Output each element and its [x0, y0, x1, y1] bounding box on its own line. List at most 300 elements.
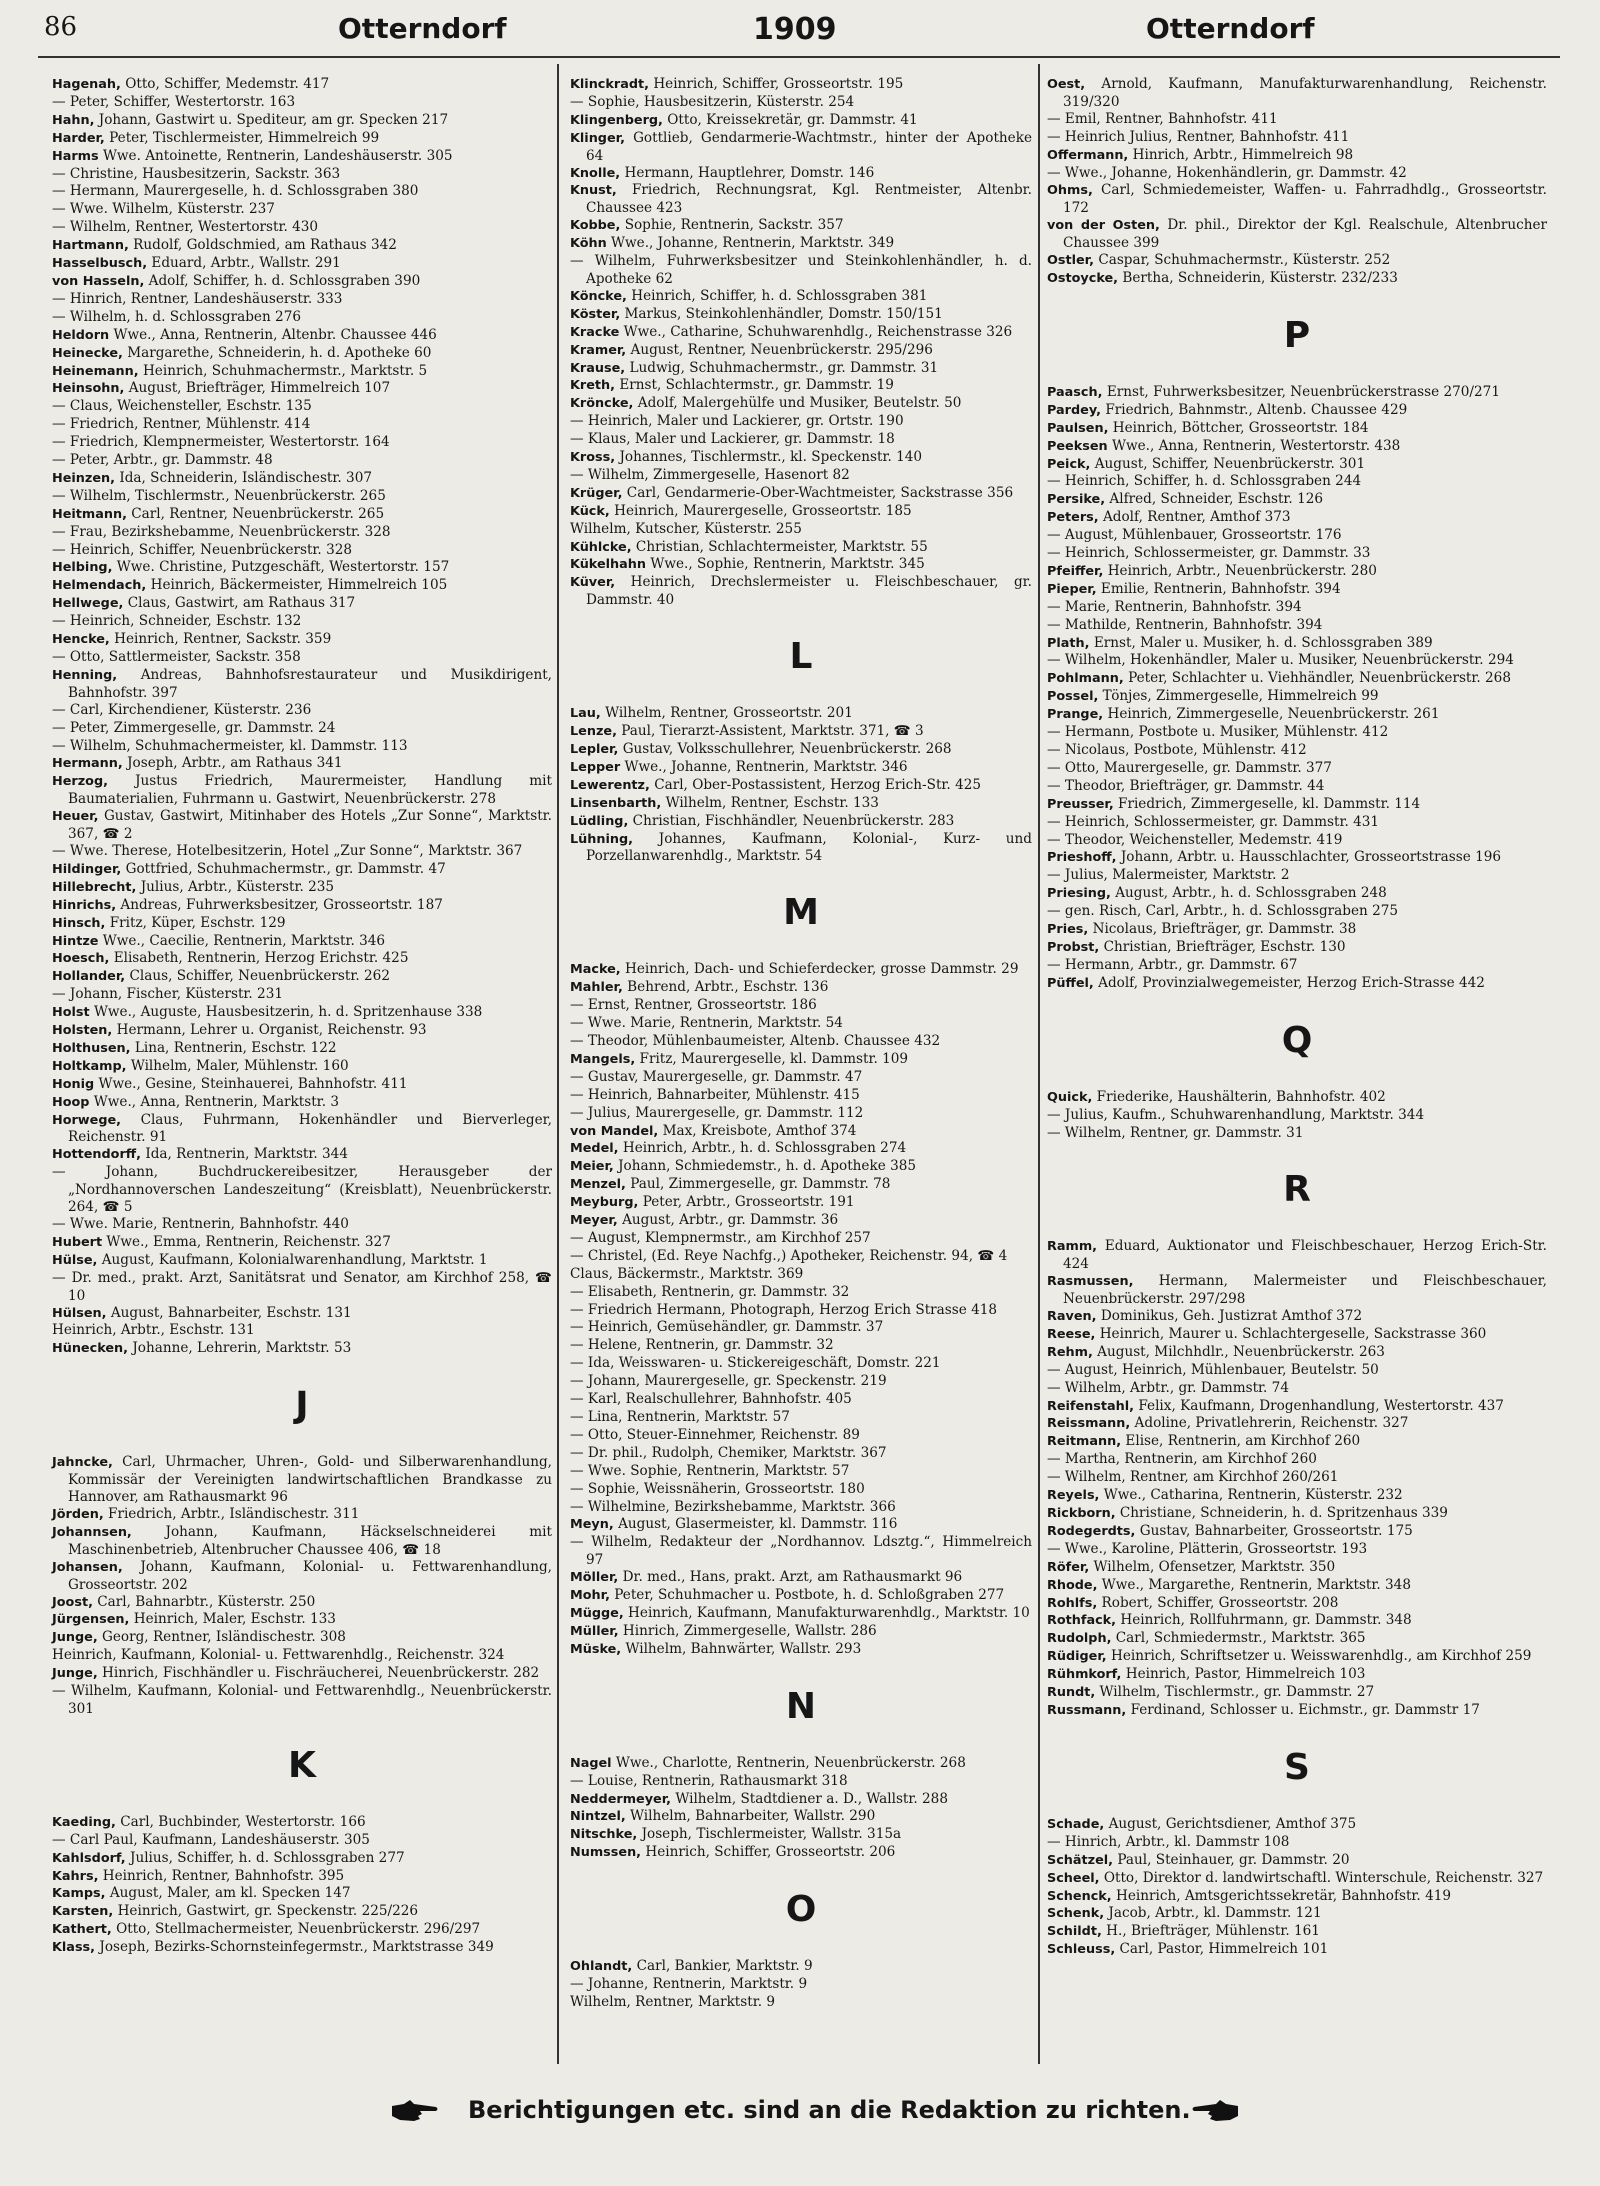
- directory-entry: [570, 1569, 1032, 1587]
- column-divider: [1038, 64, 1040, 2064]
- directory-entry: [52, 542, 552, 560]
- entry-details: — Friedrich, Rentner, Mühlenstr. 414: [52, 416, 311, 433]
- entry-surname: Jürgensen,: [52, 1612, 130, 1628]
- entry-surname: Krause,: [570, 360, 626, 376]
- entry-details: Heinrich, Rollfuhrmann, gr. Dammstr. 348: [1120, 1612, 1412, 1629]
- entry-details: Wwe., Anna, Rentnerin, Marktstr. 3: [93, 1093, 339, 1110]
- directory-entry: [52, 861, 552, 879]
- directory-entry: [570, 1587, 1032, 1605]
- directory-entry: [1047, 688, 1547, 706]
- directory-entry: [52, 1454, 552, 1506]
- directory-entry: [1047, 1684, 1547, 1702]
- entry-details: — Wilhelm, Rentner, am Kirchhof 260/261: [1047, 1469, 1339, 1486]
- directory-entry: [570, 1808, 1032, 1826]
- directory-entry: [570, 306, 1032, 324]
- directory-entry: [1047, 384, 1547, 402]
- directory-entry: [52, 1903, 552, 1921]
- entry-details: Heinrich, Maler, Eschstr. 133: [133, 1611, 336, 1628]
- entry-surname: Honig: [52, 1076, 95, 1092]
- entry-details: Heinrich, Schriftsetzer u. Weisswarenhdlg., am Kirchhof 259: [1110, 1648, 1532, 1665]
- entry-details: — Heinrich, Schlossermeister, gr. Dammstr. 33: [1047, 545, 1371, 562]
- directory-entry: [52, 702, 552, 720]
- directory-entry: [1047, 1870, 1547, 1888]
- directory-entry: [570, 288, 1032, 306]
- entry-details: Heinrich, Arbtr., Neuenbrückerstr. 280: [1107, 562, 1377, 579]
- directory-entry: [570, 360, 1032, 378]
- entry-details: Claus, Schiffer, Neuenbrückerstr. 262: [129, 968, 390, 985]
- entry-surname: Kobbe,: [570, 218, 621, 234]
- entry-details: — Hermann, Maurergeselle, h. d. Schlossgraben 380: [52, 183, 419, 200]
- entry-details: Carl, Gendarmerie-Ober-Wachtmeister, Sackstrasse 356: [626, 484, 1014, 501]
- directory-entry: [52, 1629, 552, 1647]
- entry-surname: Holtkamp,: [52, 1058, 127, 1074]
- entry-details: Wwe., Catharina, Rentnerin, Küsterstr. 232: [1103, 1487, 1403, 1504]
- entry-details: Heinrich, Schiffer, h. d. Schlossgraben 381: [631, 287, 928, 304]
- entry-surname: Pfeiffer,: [1047, 563, 1104, 579]
- entry-details: — Wilhelm, Zimmergeselle, Hasenort 82: [570, 466, 850, 483]
- entry-details: Wwe., Caecilie, Rentnerin, Marktstr. 346: [102, 932, 386, 949]
- entry-surname: Kükelhahn: [570, 557, 647, 573]
- directory-entry: [570, 1791, 1032, 1809]
- entry-details: Carl, Schmiedemeister, Waffen- u. Fahrradhdlg., Grosseortstr. 172: [1063, 182, 1547, 217]
- entry-details: — Theodor, Briefträger, gr. Dammstr. 44: [1047, 777, 1325, 794]
- entry-surname: Kathert,: [52, 1922, 112, 1938]
- entry-surname: Möller,: [570, 1570, 619, 1586]
- entry-surname: Numssen,: [570, 1845, 642, 1861]
- directory-entry: [52, 506, 552, 524]
- entry-surname: Kahrs,: [52, 1868, 99, 1884]
- entry-details: — August, Mühlenbauer, Grosseortstr. 176: [1047, 527, 1342, 544]
- directory-entry: [52, 1340, 552, 1358]
- entry-details: Wwe., Johanne, Rentnerin, Marktstr. 349: [611, 235, 895, 252]
- entry-details: Carl, Rentner, Neuenbrückerstr. 265: [131, 505, 385, 522]
- entry-details: Heinrich, Arbtr., h. d. Schlossgraben 274: [622, 1140, 907, 1157]
- entry-details: Adolf, Provinzialwegemeister, Herzog Erich-Strasse 442: [1098, 974, 1485, 991]
- directory-entry: [570, 1463, 1032, 1481]
- entry-details: Dr. phil., Direktor der Kgl. Realschule, Altenbrucher Chaussee 399: [1063, 217, 1547, 252]
- directory-entry: [570, 76, 1032, 94]
- entry-details: — Hinrich, Arbtr., kl. Dammstr 108: [1047, 1833, 1290, 1850]
- section-letter: L: [789, 636, 813, 678]
- entry-surname: Klass,: [52, 1940, 96, 1956]
- entry-details: Gustav, Volksschullehrer, Neuenbrückerstr. 268: [622, 741, 952, 757]
- entry-details: Nicolaus, Briefträger, gr. Dammstr. 38: [1092, 921, 1357, 938]
- entry-surname: Müller,: [570, 1623, 619, 1639]
- directory-entry: [1047, 706, 1547, 724]
- directory-entry: [570, 1534, 1032, 1569]
- entry-surname: Pieper,: [1047, 581, 1097, 597]
- directory-entry: [570, 1958, 1032, 1976]
- entry-surname: Rothfack,: [1047, 1613, 1117, 1629]
- entry-surname: Preusser,: [1047, 796, 1114, 812]
- entry-details: — Heinrich Julius, Rentner, Bahnhofstr. 411: [1047, 128, 1350, 145]
- entry-surname: Schleuss,: [1047, 1942, 1116, 1958]
- directory-entry: [52, 1524, 552, 1559]
- section-letter: R: [1283, 1169, 1311, 1211]
- directory-entry: [52, 1559, 552, 1594]
- entry-details: Heinrich, Bäckermeister, Himmelreich 105: [150, 577, 448, 594]
- entry-details: Claus, Fuhrmann, Hokenhändler und Bierverleger, Reichenstr. 91: [68, 1111, 552, 1146]
- entry-details: — Heinrich, Bahnarbeiter, Mühlenstr. 415: [570, 1086, 860, 1103]
- directory-entry: [570, 1516, 1032, 1534]
- entry-surname: Kracke: [570, 324, 620, 340]
- entry-details: Friedrich, Arbtr., Isländischestr. 311: [108, 1505, 360, 1522]
- entry-details: Heinrich, Rentner, Bahnhofstr. 395: [102, 1867, 345, 1884]
- entry-surname: Lenze,: [570, 724, 617, 740]
- entry-details: — August, Klempnermstr., am Kirchhof 257: [570, 1229, 871, 1246]
- entry-details: Eduard, Arbtr., Wallstr. 291: [151, 255, 341, 272]
- directory-entry: [1047, 1238, 1547, 1273]
- page-header: [38, 10, 1560, 58]
- directory-entry: [1047, 796, 1547, 814]
- entry-details: Margarethe, Schneiderin, h. d. Apotheke 60: [127, 344, 432, 361]
- directory-entry: [1047, 1451, 1547, 1469]
- directory-entry: [52, 968, 552, 986]
- entry-details: Joseph, Arbtr., am Rathaus 341: [127, 755, 343, 772]
- entry-details: August, Schiffer, Neuenbrückerstr. 301: [1094, 455, 1366, 472]
- entry-surname: Karsten,: [52, 1904, 114, 1920]
- directory-entry: [52, 470, 552, 488]
- entry-surname: Helbing,: [52, 560, 113, 576]
- entry-surname: Hoesch,: [52, 951, 110, 967]
- entry-details: Wilhelm, Rentner, Grosseortstr. 201: [605, 705, 853, 722]
- directory-entry: [570, 1105, 1032, 1123]
- directory-entry: [1047, 1362, 1547, 1380]
- entry-details: Dominikus, Geh. Justizrat Amthof 372: [1100, 1308, 1363, 1325]
- entry-surname: Possel,: [1047, 689, 1099, 705]
- entry-surname: Peick,: [1047, 456, 1091, 472]
- directory-entry: [1047, 527, 1547, 545]
- entry-surname: Mahler,: [570, 980, 623, 996]
- entry-surname: Menzel,: [570, 1177, 626, 1193]
- entry-details: Paul, Zimmergeselle, gr. Dammstr. 78: [630, 1176, 891, 1193]
- entry-details: — Wilhelm, Kaufmann, Kolonial- und Fettwarenhdlg., Neuenbrückerstr. 301: [52, 1683, 552, 1717]
- entry-surname: Ohms,: [1047, 183, 1093, 199]
- directory-entry: [570, 431, 1032, 449]
- entry-surname: Raven,: [1047, 1309, 1097, 1325]
- directory-entry: [1047, 760, 1547, 778]
- entry-surname: Reyels,: [1047, 1488, 1100, 1504]
- entry-details: Heinrich, Schuhmachermstr., Marktstr. 5: [142, 362, 428, 379]
- section-letter: P: [1283, 314, 1311, 356]
- entry-details: August, Arbtr., h. d. Schlossgraben 248: [1115, 885, 1387, 902]
- directory-entry: [52, 1647, 552, 1665]
- entry-surname: Hasselbusch,: [52, 256, 148, 272]
- entry-surname: Hillebrecht,: [52, 879, 137, 895]
- entry-details: — Wilhelm, Redakteur der „Nordhannov. Ldsztg.“, Himmelreich 97: [570, 1534, 1032, 1569]
- directory-entry: [52, 1868, 552, 1886]
- entry-details: Carl, Bankier, Marktstr. 9: [636, 1958, 813, 1975]
- entry-details: August, Kaufmann, Kolonialwarenhandlung, Marktstr. 1: [101, 1251, 488, 1268]
- directory-entry: [52, 1665, 552, 1683]
- entry-surname: Heinsohn,: [52, 381, 125, 397]
- entry-details: Heinrich, Kaufmann, Kolonial- u. Fettwarenhdlg., Reichenstr. 324: [52, 1647, 505, 1664]
- entry-details: August, Briefträger, Himmelreich 107: [128, 380, 391, 397]
- entry-details: Wilhelm, Bahnarbeiter, Wallstr. 290: [630, 1808, 876, 1825]
- entry-details: Georg, Rentner, Isländischestr. 308: [102, 1629, 346, 1646]
- entry-details: Carl, Uhrmacher, Uhren-, Gold- und Silberwarenhandlung, Kommissär der Vereinigten landwirtschaftlichen Brandkasse zu Hannover, am Rathausmarkt 96: [68, 1454, 553, 1506]
- entry-details: — Christel, (Ed. Reye Nachfg.,) Apotheker, Reichenstr. 94, ☎ 4: [570, 1247, 1008, 1264]
- directory-entry: [1047, 832, 1547, 850]
- directory-entry: [570, 1623, 1032, 1641]
- entry-details: Wwe., Anna, Rentnerin, Altenbr. Chaussee 446: [113, 326, 437, 343]
- entry-surname: Pardey,: [1047, 402, 1102, 418]
- directory-entry: [570, 574, 1032, 609]
- directory-column-2: [570, 76, 1032, 2012]
- entry-surname: Rühmkorf,: [1047, 1667, 1122, 1683]
- directory-entry: [52, 1305, 552, 1323]
- entry-details: Wwe., Johanne, Rentnerin, Marktstr. 346: [624, 758, 908, 775]
- entry-details: Ferdinand, Schlosser u. Eichmstr., gr. Dammstr 17: [1130, 1701, 1480, 1718]
- entry-details: — Julius, Kaufm., Schuhwarenhandlung, Marktstr. 344: [1047, 1106, 1425, 1123]
- directory-entry: [570, 235, 1032, 253]
- entry-details: Otto, Kreissekretär, gr. Dammstr. 41: [667, 111, 918, 128]
- directory-entry: [1047, 217, 1547, 252]
- entry-details: Justus Friedrich, Maurermeister, Handlung mit Baumaterialien, Fuhrmann u. Gastwirt, Neuenbrückerstr. 278: [68, 773, 552, 808]
- entry-details: Ernst, Maler u. Musiker, h. d. Schlossgraben 389: [1093, 634, 1433, 651]
- directory-entry: [570, 1033, 1032, 1051]
- entry-surname: Müske,: [570, 1641, 622, 1657]
- directory-entry: [52, 1921, 552, 1939]
- section-letter: K: [288, 1744, 316, 1786]
- directory-entry: [52, 1040, 552, 1058]
- entry-surname: Kreth,: [570, 378, 615, 394]
- entry-surname: Scheel,: [1047, 1870, 1100, 1886]
- entry-surname: Püffel,: [1047, 975, 1094, 991]
- directory-entry: [1047, 1089, 1547, 1107]
- entry-details: Ludwig, Schuhmachermstr., gr. Dammstr. 31: [629, 359, 939, 376]
- entry-surname: Hünecken,: [52, 1341, 129, 1357]
- footer-notice: [390, 2092, 1210, 2132]
- entry-surname: Reifenstahl,: [1047, 1398, 1135, 1414]
- entry-details: Wwe., Auguste, Hausbesitzerin, h. d. Spritzenhause 338: [93, 1004, 483, 1021]
- directory-entry: [52, 255, 552, 273]
- entry-details: August, Milchhdlr., Neuenbrückerstr. 263: [1097, 1343, 1385, 1360]
- entry-details: Johann, Kaufmann, Kolonial- u. Fettwarenhandlung, Grosseortstr. 202: [68, 1558, 552, 1593]
- entry-details: — Klaus, Maler und Lackierer, gr. Dammstr. 18: [570, 431, 895, 448]
- entry-surname: Reese,: [1047, 1326, 1096, 1342]
- directory-entry: [570, 741, 1032, 759]
- entry-details: Behrend, Arbtr., Eschstr. 136: [627, 979, 829, 996]
- entry-surname: von der Osten,: [1047, 218, 1160, 234]
- entry-details: H., Briefträger, Mühlenstr. 161: [1106, 1923, 1320, 1940]
- entry-details: Fritz, Maurergeselle, kl. Dammstr. 109: [639, 1050, 909, 1067]
- entry-surname: Schenck,: [1047, 1888, 1112, 1904]
- entry-surname: Heldorn: [52, 327, 110, 343]
- entry-surname: Kahlsdorf,: [52, 1850, 126, 1866]
- column-divider: [557, 64, 559, 2064]
- entry-surname: Röfer,: [1047, 1559, 1090, 1575]
- directory-entry: [1047, 1941, 1547, 1959]
- entry-details: Ernst, Fuhrwerksbesitzer, Neuenbrückerstrasse 270/271: [1106, 383, 1500, 400]
- directory-entry: [570, 777, 1032, 795]
- entry-details: — Theodor, Weichensteller, Medemstr. 419: [1047, 831, 1343, 848]
- directory-entry: [52, 1814, 552, 1832]
- entry-surname: Hülsen,: [52, 1305, 107, 1321]
- entry-details: Christian, Fischhändler, Neuenbrückerstr. 283: [632, 812, 955, 829]
- directory-entry: [570, 556, 1032, 574]
- entry-surname: Krüger,: [570, 485, 623, 501]
- entry-surname: Offermann,: [1047, 147, 1129, 163]
- entry-details: — Wilhelmine, Bezirkshebamme, Marktstr. 366: [570, 1498, 896, 1515]
- entry-surname: Junge,: [52, 1630, 98, 1646]
- directory-entry: [52, 950, 552, 968]
- directory-entry: [52, 345, 552, 363]
- entry-details: Adoline, Privatlehrerin, Reichenstr. 327: [1134, 1415, 1409, 1432]
- section-letter: J: [295, 1385, 309, 1427]
- directory-entry: [1047, 635, 1547, 653]
- entry-details: Wwe., Charlotte, Rentnerin, Neuenbrückerstr. 268: [615, 1754, 966, 1771]
- directory-entry: [1047, 473, 1547, 491]
- entry-surname: Macke,: [570, 962, 621, 978]
- entry-details: Christian, Schlachtermeister, Marktstr. 55: [635, 538, 928, 555]
- directory-entry: [1047, 1630, 1547, 1648]
- directory-entry: [570, 1355, 1032, 1373]
- directory-entry: [52, 1270, 552, 1305]
- directory-entry: [1047, 1923, 1547, 1941]
- entry-details: — Wwe. Therese, Hotelbesitzerin, Hotel „Zur Sonne“, Marktstr. 367: [52, 842, 523, 859]
- directory-entry: [570, 705, 1032, 723]
- entry-surname: Hoop: [52, 1094, 90, 1110]
- entry-details: Hinrich, Arbtr., Himmelreich 98: [1132, 146, 1354, 163]
- directory-entry: [570, 813, 1032, 831]
- directory-entry: [1047, 1648, 1547, 1666]
- entry-surname: Persike,: [1047, 492, 1106, 508]
- section-letter: M: [783, 892, 819, 934]
- directory-entry: [52, 1164, 552, 1216]
- directory-entry: [570, 1194, 1032, 1212]
- entry-details: — Otto, Sattlermeister, Sackstr. 358: [52, 649, 301, 665]
- directory-entry: [1047, 438, 1547, 456]
- entry-details: Friedrich, Rechnungsrat, Kgl. Rentmeister, Altenbr. Chaussee 423: [586, 182, 1032, 217]
- entry-details: Ernst, Schlachtermstr., gr. Dammstr. 19: [619, 377, 894, 394]
- entry-surname: Hinrichs,: [52, 897, 117, 913]
- directory-entry: [1047, 581, 1547, 599]
- directory-entry: [1047, 1816, 1547, 1834]
- entry-surname: Rüdiger,: [1047, 1649, 1107, 1665]
- directory-entry: [52, 488, 552, 506]
- entry-surname: Hermann,: [52, 756, 123, 772]
- directory-entry: [52, 1506, 552, 1524]
- entry-details: August, Rentner, Neuenbrückerstr. 295/296: [630, 341, 933, 358]
- entry-details: Emilie, Rentnerin, Bahnhofstr. 394: [1100, 580, 1341, 597]
- entry-surname: Köster,: [570, 306, 621, 322]
- entry-surname: Hildinger,: [52, 861, 122, 877]
- entry-details: Wwe., Sophie, Rentnerin, Marktstr. 345: [650, 556, 925, 573]
- entry-details: Friedrich, Bahnmstr., Altenb. Chaussee 429: [1105, 401, 1408, 418]
- entry-surname: Lühning,: [570, 831, 634, 847]
- entry-surname: Russmann,: [1047, 1702, 1127, 1718]
- header-town-left: Otterndorf: [338, 12, 507, 45]
- entry-surname: Mügge,: [570, 1605, 624, 1621]
- entry-details: Paul, Tierarzt-Assistent, Marktstr. 371, ☎ 3: [621, 723, 924, 740]
- entry-details: Elisabeth, Rentnerin, Herzog Erichstr. 425: [113, 950, 409, 967]
- entry-surname: Rasmussen,: [1047, 1274, 1134, 1290]
- directory-entry: [570, 1391, 1032, 1409]
- directory-entry: [52, 631, 552, 649]
- entry-details: Claus, Bäckermstr., Marktstr. 369: [570, 1265, 804, 1282]
- entry-details: Julius, Schiffer, h. d. Schlossgraben 277: [130, 1849, 405, 1866]
- directory-entry: [1047, 491, 1547, 509]
- directory-entry: [570, 1212, 1032, 1230]
- entry-surname: Nagel: [570, 1755, 612, 1771]
- entry-details: — Johann, Fischer, Küsterstr. 231: [52, 986, 283, 1003]
- entry-details: Wwe. Antoinette, Rentnerin, Landeshäuserstr. 305: [102, 147, 453, 164]
- entry-details: Gustav, Gastwirt, Mitinhaber des Hotels „Zur Sonne“, Marktstr. 367, ☎ 2: [68, 808, 552, 843]
- entry-surname: Neddermeyer,: [570, 1791, 672, 1807]
- directory-entry: [52, 755, 552, 773]
- entry-details: Adolf, Malergehülfe und Musiker, Beutelstr. 50: [637, 395, 962, 412]
- entry-surname: Kaeding,: [52, 1814, 116, 1830]
- directory-entry: [1047, 724, 1547, 742]
- entry-surname: Rudolph,: [1047, 1631, 1112, 1647]
- entry-surname: Hollander,: [52, 969, 126, 985]
- directory-entry: [570, 1976, 1032, 1994]
- entry-details: Eduard, Auktionator und Fleischbeschauer, Herzog Erich-Str. 424: [1063, 1238, 1547, 1273]
- entry-surname: Reissmann,: [1047, 1416, 1131, 1432]
- directory-entry: [570, 521, 1032, 539]
- entry-surname: Kamps,: [52, 1886, 106, 1902]
- directory-entry: [52, 649, 552, 667]
- directory-entry: [570, 1015, 1032, 1033]
- directory-entry: [570, 467, 1032, 485]
- entry-details: — Nicolaus, Postbote, Mühlenstr. 412: [1047, 742, 1307, 758]
- directory-entry: [570, 1481, 1032, 1499]
- entry-details: August, Gerichtsdiener, Amthof 375: [1108, 1815, 1357, 1832]
- entry-details: Gottfried, Schuhmachermstr., gr. Dammstr. 47: [125, 860, 446, 877]
- entry-details: Markus, Steinkohlenhändler, Domstr. 150/151: [624, 305, 943, 322]
- directory-entry: [570, 795, 1032, 813]
- entry-surname: Oest,: [1047, 77, 1086, 92]
- directory-entry: [52, 398, 552, 416]
- entry-details: — Peter, Schiffer, Westertorstr. 163: [52, 93, 296, 110]
- entry-surname: Schenk,: [1047, 1906, 1105, 1922]
- entry-details: — Heinrich, Schiffer, Neuenbrückerstr. 328: [52, 541, 353, 558]
- entry-details: Heinrich, Rentner, Sackstr. 359: [114, 631, 332, 648]
- entry-details: — Theodor, Mühlenbaumeister, Altenb. Chaussee 432: [570, 1032, 941, 1049]
- directory-entry: [52, 595, 552, 613]
- directory-entry: [52, 219, 552, 237]
- entry-details: Gustav, Bahnarbeiter, Grosseortstr. 175: [1139, 1522, 1413, 1539]
- directory-entry: [570, 253, 1032, 288]
- entry-details: Heinrich, Gastwirt, gr. Speckenstr. 225/226: [117, 1903, 419, 1920]
- directory-entry: [52, 1594, 552, 1612]
- directory-entry: [1047, 1326, 1547, 1344]
- entry-details: Heinrich, Maurergeselle, Grosseortstr. 185: [614, 502, 912, 519]
- entry-surname: Mohr,: [570, 1588, 610, 1604]
- entry-details: Ida, Rentnerin, Marktstr. 344: [145, 1146, 348, 1163]
- entry-details: — Otto, Steuer-Einnehmer, Reichenstr. 89: [570, 1426, 860, 1443]
- directory-entry: [52, 1146, 552, 1164]
- entry-surname: Probst,: [1047, 939, 1100, 955]
- directory-entry: [1047, 1523, 1547, 1541]
- directory-entry: [1047, 545, 1547, 563]
- directory-entry: [1047, 778, 1547, 796]
- directory-entry: [52, 1112, 552, 1147]
- entry-details: — gen. Risch, Carl, Arbtr., h. d. Schlossgraben 275: [1047, 903, 1399, 920]
- entry-surname: Rohlfs,: [1047, 1595, 1098, 1611]
- directory-entry: [52, 1058, 552, 1076]
- directory-entry: [1047, 456, 1547, 474]
- entry-details: Heinrich, Zimmergeselle, Neuenbrückerstr. 261: [1107, 706, 1440, 723]
- directory-entry: [52, 667, 552, 702]
- directory-entry: [1047, 509, 1547, 527]
- entry-details: — Wilhelm, Hokenhändler, Maler u. Musiker, Neuenbrückerstr. 294: [1047, 652, 1514, 669]
- entry-details: Wwe. Christine, Putzgeschäft, Westertorstr. 157: [116, 559, 450, 576]
- entry-surname: Holsten,: [52, 1023, 113, 1039]
- entry-surname: Schildt,: [1047, 1924, 1102, 1940]
- directory-entry: [52, 201, 552, 219]
